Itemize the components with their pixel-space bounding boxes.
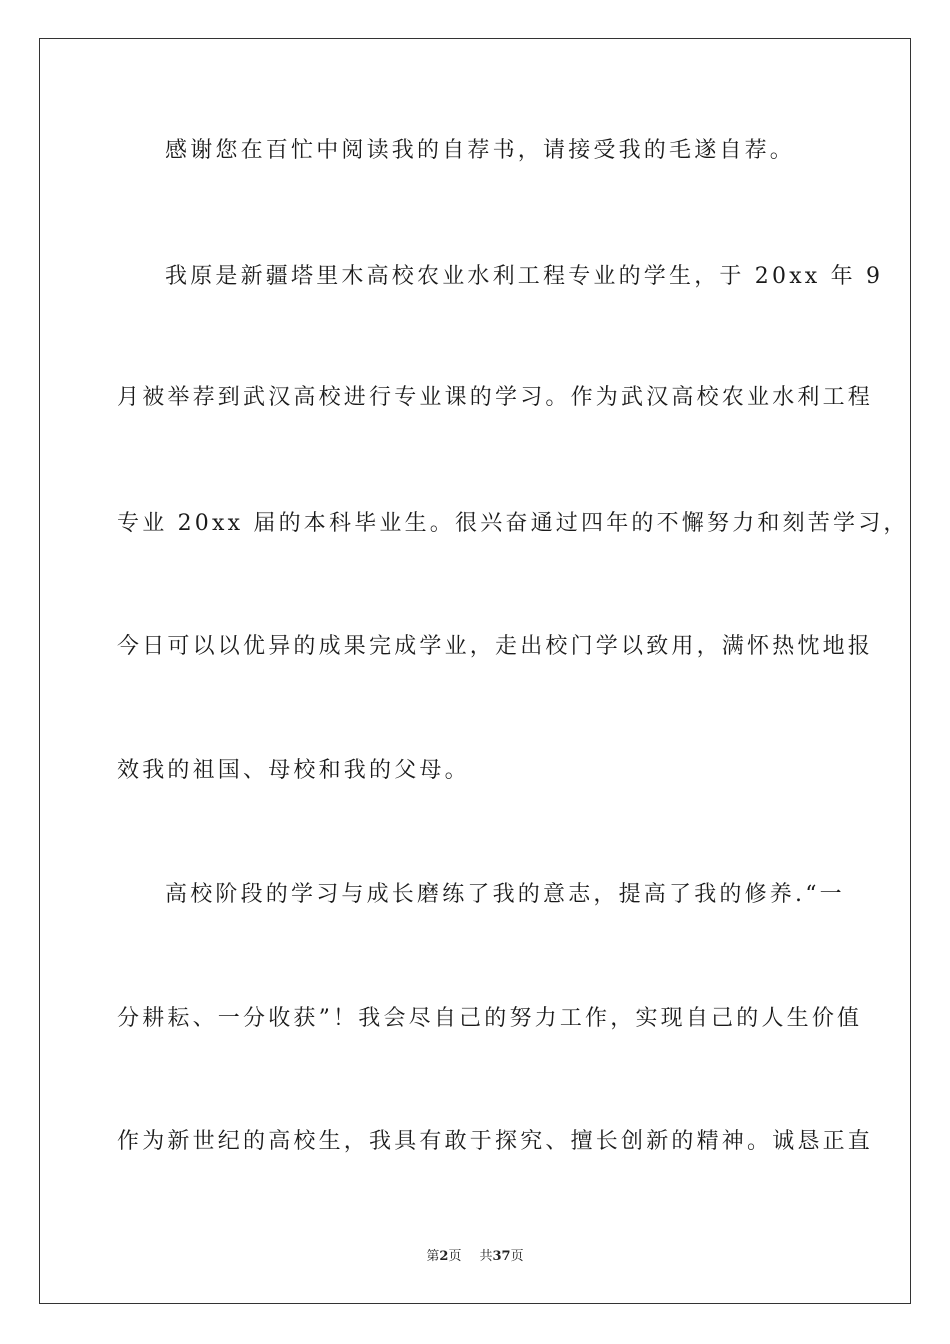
paragraph-2-line-1: 我原是新疆塔里木高校农业水利工程专业的学生，于 20xx 年 9: [165, 264, 884, 289]
paragraph-2-line-5: 效我的祖国、母校和我的父母。: [117, 758, 470, 783]
paragraph-3-line-3: 作为新世纪的高校生，我具有敢于探究、擅长创新的精神。诚恳正直: [117, 1129, 874, 1154]
paragraph-2-line-3: 专业 20xx 届的本科毕业生。很兴奋通过四年的不懈努力和刻苦学习，: [117, 511, 909, 536]
footer-page-suffix: 页: [448, 1249, 462, 1264]
paragraph-3-line-1: 高校阶段的学习与成长磨练了我的意志，提高了我的修养.“一: [165, 882, 845, 907]
footer-total-suffix: 页: [510, 1249, 524, 1264]
paragraph-1-line-1: 感谢您在百忙中阅读我的自荐书，请接受我的毛遂自荐。: [165, 138, 796, 163]
page-footer: [0, 1248, 950, 1266]
footer-total-prefix: 共: [479, 1249, 493, 1264]
footer-page-number: 2: [439, 1249, 449, 1264]
paragraph-2-line-2: 月被举荐到武汉高校进行专业课的学习。作为武汉高校农业水利工程: [117, 385, 874, 410]
footer-page-prefix: 第: [426, 1249, 440, 1264]
paragraph-2-line-4: 今日可以以优异的成果完成学业，走出校门学以致用，满怀热忱地报: [117, 634, 874, 659]
paragraph-3-line-2: 分耕耘、一分收获”！我会尽自己的努力工作，实现自己的人生价值: [117, 1006, 863, 1031]
footer-total-pages: 37: [492, 1249, 511, 1264]
page-border: [39, 38, 911, 1304]
